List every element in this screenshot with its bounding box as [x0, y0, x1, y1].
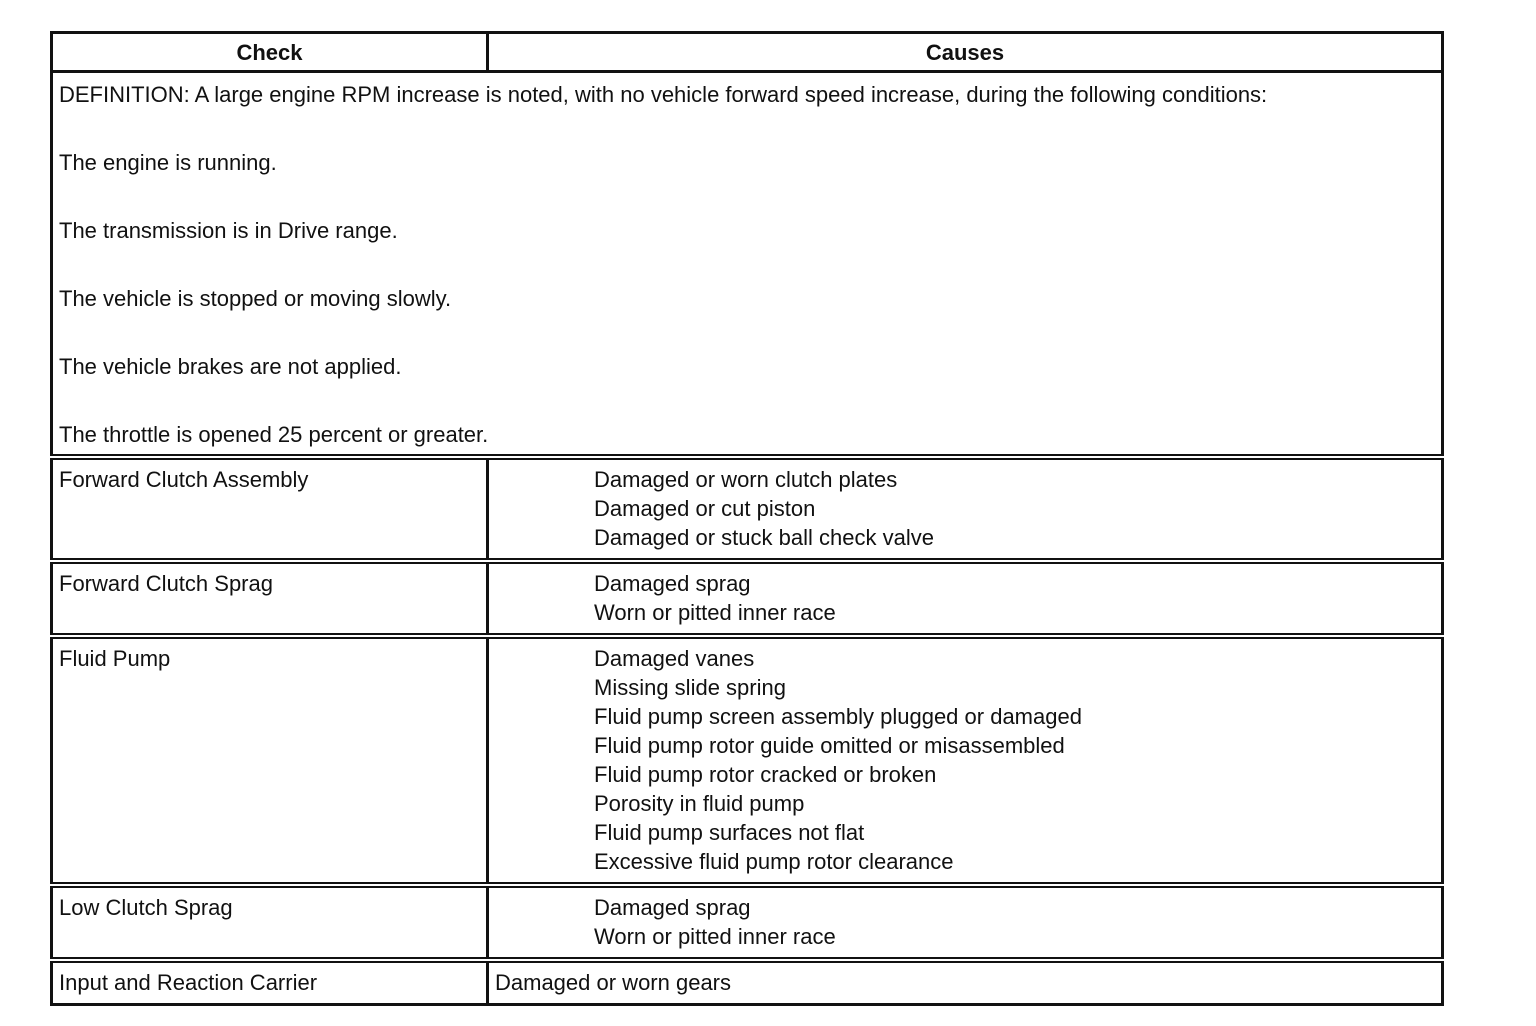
- table-row: [52, 885, 1443, 960]
- cause-item: Porosity in fluid pump: [594, 791, 805, 816]
- causes-cell: [488, 636, 1443, 885]
- cause-item: Damaged or cut piston: [594, 496, 816, 521]
- cause-item: Missing slide spring: [594, 675, 786, 700]
- cause-item: Damaged sprag: [594, 895, 751, 920]
- cause-item: Fluid pump surfaces not flat: [594, 820, 865, 845]
- table-row: [52, 561, 1443, 636]
- cause-item: Worn or pitted inner race: [594, 600, 836, 625]
- causes-column-header: Causes: [488, 33, 1443, 72]
- check-cell: Forward Clutch Assembly: [52, 457, 488, 561]
- check-column-header: Check: [52, 33, 488, 72]
- condition-line: The throttle is opened 25 percent or greater.: [59, 422, 489, 447]
- cause-item: Fluid pump rotor cracked or broken: [594, 762, 937, 787]
- definition-cell: [52, 72, 1443, 458]
- check-cell: Fluid Pump: [52, 636, 488, 885]
- definition-row: [52, 72, 1443, 458]
- causes-cell: [488, 457, 1443, 561]
- cause-item: Excessive fluid pump rotor clearance: [594, 849, 954, 874]
- causes-cell: [488, 960, 1443, 1005]
- cause-item: Fluid pump screen assembly plugged or damaged: [594, 704, 1082, 729]
- check-cell: Forward Clutch Sprag: [52, 561, 488, 636]
- condition-line: The vehicle is stopped or moving slowly.: [59, 286, 452, 311]
- cause-item: Fluid pump rotor guide omitted or misassembled: [594, 733, 1065, 758]
- causes-cell: [488, 885, 1443, 960]
- cause-item: Damaged or worn gears: [495, 970, 732, 995]
- table-row: [52, 636, 1443, 885]
- table-row: [52, 960, 1443, 1005]
- cause-item: Damaged or worn clutch plates: [594, 467, 898, 492]
- check-cell: Low Clutch Sprag: [52, 885, 488, 960]
- cause-item: Damaged sprag: [594, 571, 751, 596]
- cause-item: Damaged vanes: [594, 646, 755, 671]
- condition-line: The engine is running.: [59, 150, 277, 175]
- cause-item: Damaged or stuck ball check valve: [594, 525, 934, 550]
- table-row: [52, 457, 1443, 561]
- causes-cell: [488, 561, 1443, 636]
- diagnostic-table-page: [50, 31, 1441, 1006]
- condition-line: The vehicle brakes are not applied.: [59, 354, 402, 379]
- definition-text: DEFINITION: A large engine RPM increase is noted, with no vehicle forward speed increase, during the following conditions:: [59, 82, 1268, 107]
- cause-item: Worn or pitted inner race: [594, 924, 836, 949]
- condition-line: The transmission is in Drive range.: [59, 218, 398, 243]
- diagnostic-table: [50, 31, 1444, 1006]
- header-row: [52, 33, 1443, 72]
- check-cell: Input and Reaction Carrier: [52, 960, 488, 1005]
